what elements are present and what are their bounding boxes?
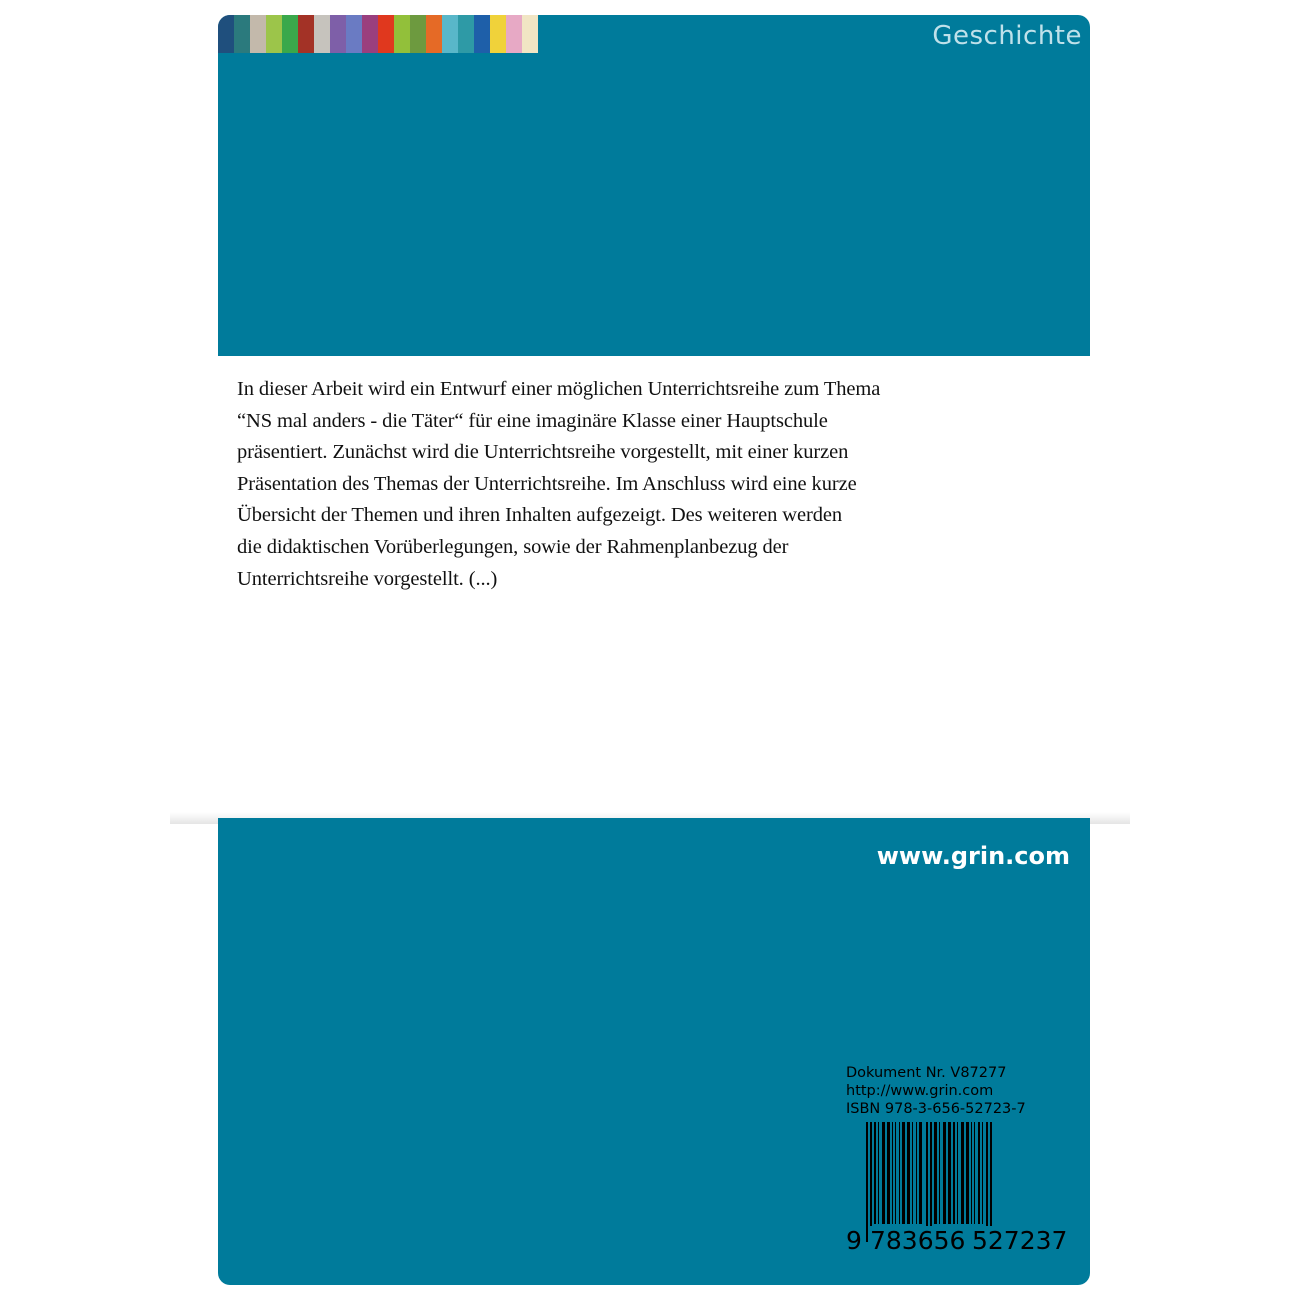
color-stripe (522, 15, 538, 53)
barcode-bar (953, 1122, 955, 1224)
color-stripe (234, 15, 250, 53)
abstract-line: Präsentation des Themas der Unterrichtsreihe. Im Anschluss wird eine kurze (237, 472, 857, 495)
barcode-bar (892, 1122, 893, 1224)
color-stripes (218, 15, 538, 53)
barcode-bar (882, 1122, 885, 1224)
barcode-bar (870, 1122, 872, 1242)
barcode-bar (957, 1122, 958, 1224)
barcode-bar (926, 1122, 928, 1242)
abstract-line: In dieser Arbeit wird ein Entwurf einer möglichen Unterrichtsreihe zum Thema (237, 378, 881, 400)
barcode-bar (982, 1122, 983, 1224)
barcode (846, 1122, 1072, 1274)
barcode-bar (874, 1122, 876, 1224)
color-stripe (282, 15, 298, 53)
isbn-number: ISBN 978-3-656-52723-7 (846, 1101, 1026, 1117)
color-stripe (330, 15, 346, 53)
color-stripe (218, 15, 234, 53)
barcode-bar (887, 1122, 890, 1224)
color-stripe (490, 15, 506, 53)
barcode-bar (916, 1122, 917, 1224)
barcode-bar (978, 1122, 980, 1224)
barcode-bar (895, 1122, 896, 1224)
barcode-digits (846, 1226, 1072, 1256)
color-stripe (410, 15, 426, 53)
barcode-bar (919, 1122, 922, 1224)
cover-bottom-panel (218, 818, 1090, 1285)
barcode-digits-group2: 527237 (972, 1226, 1068, 1255)
abstract-line: “NS mal anders - die Täter“ für eine imaginäre Klasse einer Hauptschule (237, 409, 828, 432)
abstract-line: die didaktischen Vorüberlegungen, sowie der Rahmenplanbezug der (237, 535, 789, 558)
barcode-bar (934, 1122, 937, 1224)
color-stripe (266, 15, 282, 53)
barcode-bar (966, 1122, 969, 1224)
abstract-text (237, 374, 957, 595)
barcode-bar (912, 1122, 913, 1224)
color-stripe (426, 15, 442, 53)
color-stripe (314, 15, 330, 53)
cover-top-panel (218, 15, 1090, 356)
color-stripe (378, 15, 394, 53)
color-stripe (442, 15, 458, 53)
barcode-bar (939, 1122, 940, 1224)
barcode-bar (974, 1122, 975, 1224)
barcode-bar (943, 1122, 946, 1224)
barcode-bar (907, 1122, 910, 1224)
color-stripe (394, 15, 410, 53)
color-stripe (506, 15, 522, 53)
color-stripe (346, 15, 362, 53)
color-stripe (458, 15, 474, 53)
document-number: Dokument Nr. V87277 (846, 1065, 1007, 1081)
barcode-bar (990, 1122, 992, 1242)
color-stripe (362, 15, 378, 53)
barcode-bar (948, 1122, 951, 1224)
barcode-bar (930, 1122, 932, 1242)
barcode-digit-lead: 9 (846, 1226, 862, 1255)
barcode-bar (878, 1122, 879, 1224)
document-info (846, 1064, 1026, 1118)
barcode-digits-group1: 783656 (870, 1226, 966, 1255)
website-link[interactable]: www.grin.com (876, 842, 1070, 870)
barcode-bar (961, 1122, 964, 1224)
barcode-bar (902, 1122, 905, 1224)
barcode-bar (866, 1122, 868, 1242)
abstract-line: präsentiert. Zunächst wird die Unterrichtsreihe vorgestellt, mit einer kurzen (237, 441, 849, 464)
document-url: http://www.grin.com (846, 1083, 994, 1099)
abstract-line: Unterrichtsreihe vorgestellt. (...) (237, 567, 498, 590)
barcode-bar (986, 1122, 988, 1242)
color-stripe (250, 15, 266, 53)
category-label: Geschichte (932, 21, 1082, 51)
barcode-bars (846, 1122, 1072, 1242)
barcode-bar (899, 1122, 900, 1224)
color-stripe (474, 15, 490, 53)
color-stripe (298, 15, 314, 53)
barcode-bar (971, 1122, 972, 1224)
abstract-line: Übersicht der Themen und ihren Inhalten aufgezeigt. Des weiteren werden (237, 504, 842, 527)
